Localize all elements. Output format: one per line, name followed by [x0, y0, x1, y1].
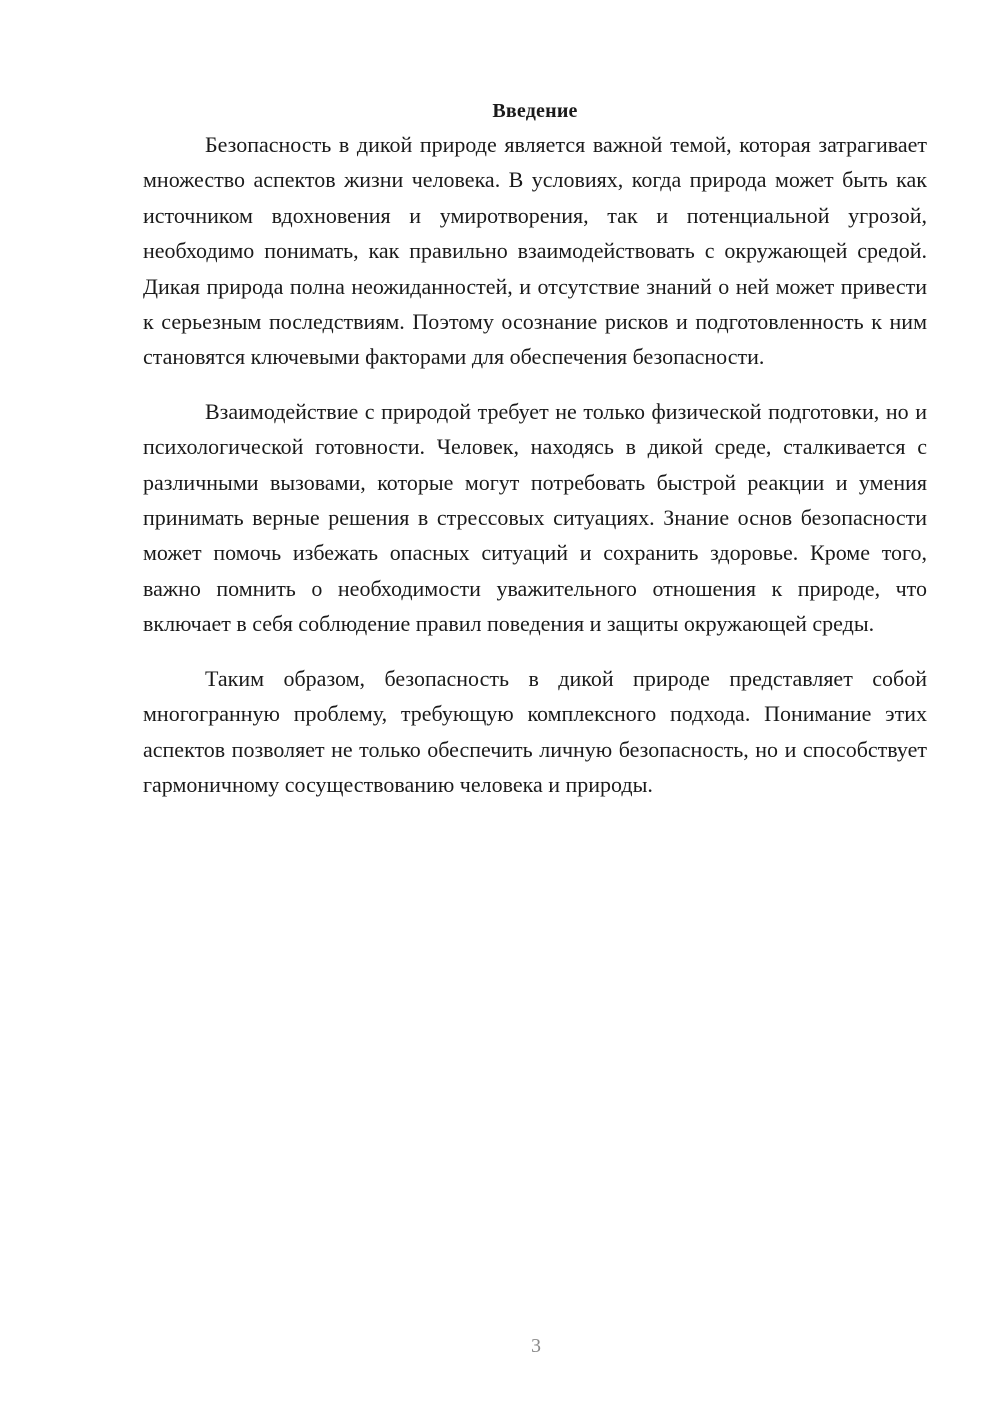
page-content: [143, 96, 927, 802]
paragraph-1: Безопасность в дикой природе является важной темой, которая затрагивает множество аспектов жизни человека. В условиях, когда природа может быть как источником вдохновения и умиротворения, так и потенциальной угрозой, необходимо понимать, как правильно взаимодействовать с окружающей средой. Дикая природа полна неожиданностей, и отсутствие знаний о ней может привести к серьезным последствиям. Поэтому осознание рисков и подготовленность к ним становятся ключевыми факторами для обеспечения безопасности.: [143, 132, 927, 370]
paragraph-2: Взаимодействие с природой требует не только физической подготовки, но и психологической готовности. Человек, находясь в дикой среде, сталкивается с различными вызовами, которые могут потребовать быстрой реакции и умения принимать верные решения в стрессовых ситуациях. Знание основ безопасности может помочь избежать опасных ситуаций и сохранить здоровье. Кроме того, важно помнить о необходимости уважительного отношения к природе, что включает в себя соблюдение правил поведения и защиты окружающей среды.: [143, 398, 927, 637]
paragraph-3: Таким образом, безопасность в дикой природе представляет собой многогранную проблему, требующую комплексного подхода. Понимание этих аспектов позволяет не только обеспечить личную безопасность, но и способствует гармоничному сосуществованию человека и природы.: [143, 665, 927, 797]
page-number: 3: [531, 1335, 541, 1357]
section-title: Введение: [492, 100, 578, 122]
